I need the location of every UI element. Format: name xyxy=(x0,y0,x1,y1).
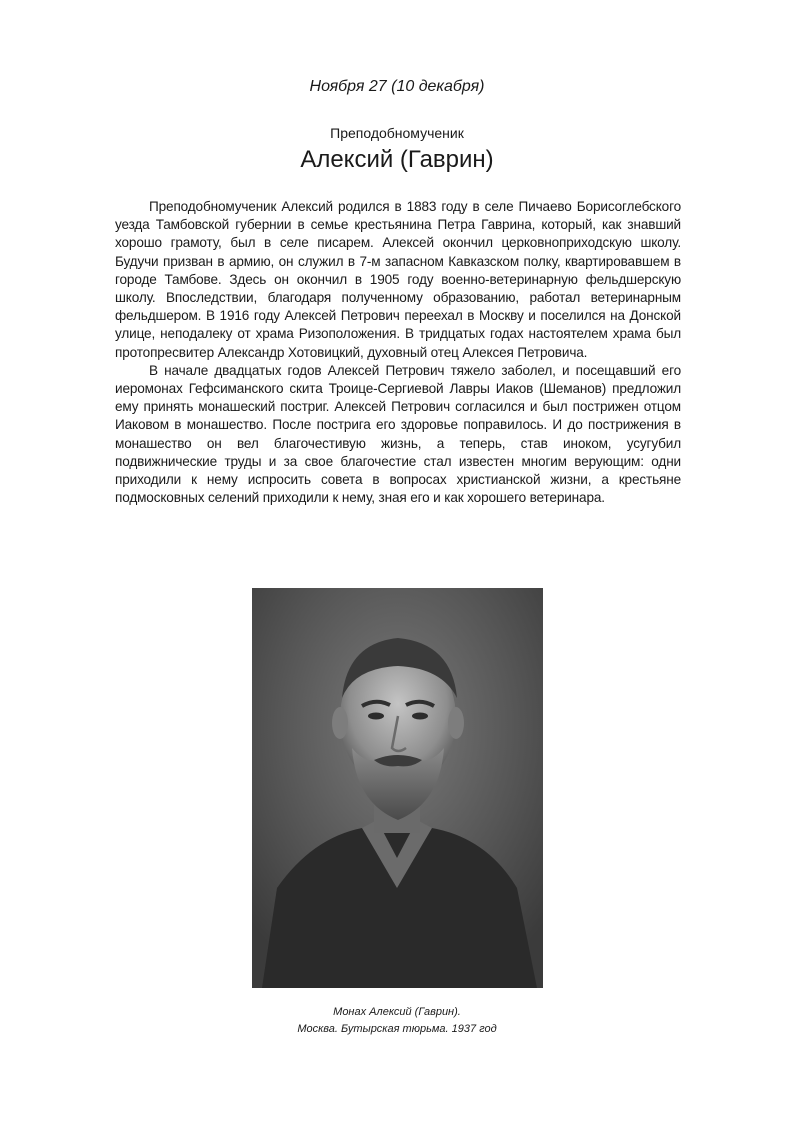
photo-caption xyxy=(0,1004,794,1038)
feast-date: Ноября 27 (10 декабря) xyxy=(309,78,485,95)
portrait-image xyxy=(252,588,543,988)
caption-line: Монах Алексий (Гаврин). xyxy=(333,1006,461,1018)
biography-text xyxy=(115,198,681,507)
saint-rank: Преподобномученик xyxy=(330,125,464,141)
portrait-photo xyxy=(252,588,543,988)
caption-line: Москва. Бутырская тюрьма. 1937 год xyxy=(297,1023,497,1035)
paragraph: В начале двадцатых годов Алексей Петрович тяжело заболел, и посещавший его иеромонах Гефсиманского скита Троице-Сергиевой Лавры Иаков (Шеманов) предложил ему принять монашеский постриг. Алексей Петрович согласился и был пострижен отцом Иаковом в монашество. После пострига его здоровье поправилось. И до пострижения в монашество он вел благочестивую жизнь, а теперь, став иноком, усугубил подвижнические труды и за свое благочестие стал известен многим верующим: одни приходили к нему испросить совета в вопросах христианской жизни, а крестьяне подмосковных селений приходили к нему, зная его и как хорошего ветеринара. xyxy=(115,362,681,506)
paragraph: Преподобномученик Алексий родился в 1883 году в селе Пичаево Борисоглебского уезда Тамбовской губернии в семье крестьянина Петра Гаврина, который, как знавший хорошо грамоту, был в селе писарем. Алексей окончил церковноприходскую школу. Будучи призван в армию, он служил в 7-м запасном Кавказском полку, квартировавшем в городе Тамбове. Здесь он окончил в 1905 году военно-ветеринарную фельдшерскую школу. Впоследствии, благодаря полученному образованию, работал ветеринарным фельдшером. В 1916 году Алексей Петрович переехал в Москву и поселился на Донской улице, неподалеку от храма Ризоположения. В тридцатых годах настоятелем храма был протопресвитер Александр Хотовицкий, духовный отец Алексея Петровича. xyxy=(115,199,681,360)
page-title: Алексий (Гаврин) xyxy=(300,146,494,173)
